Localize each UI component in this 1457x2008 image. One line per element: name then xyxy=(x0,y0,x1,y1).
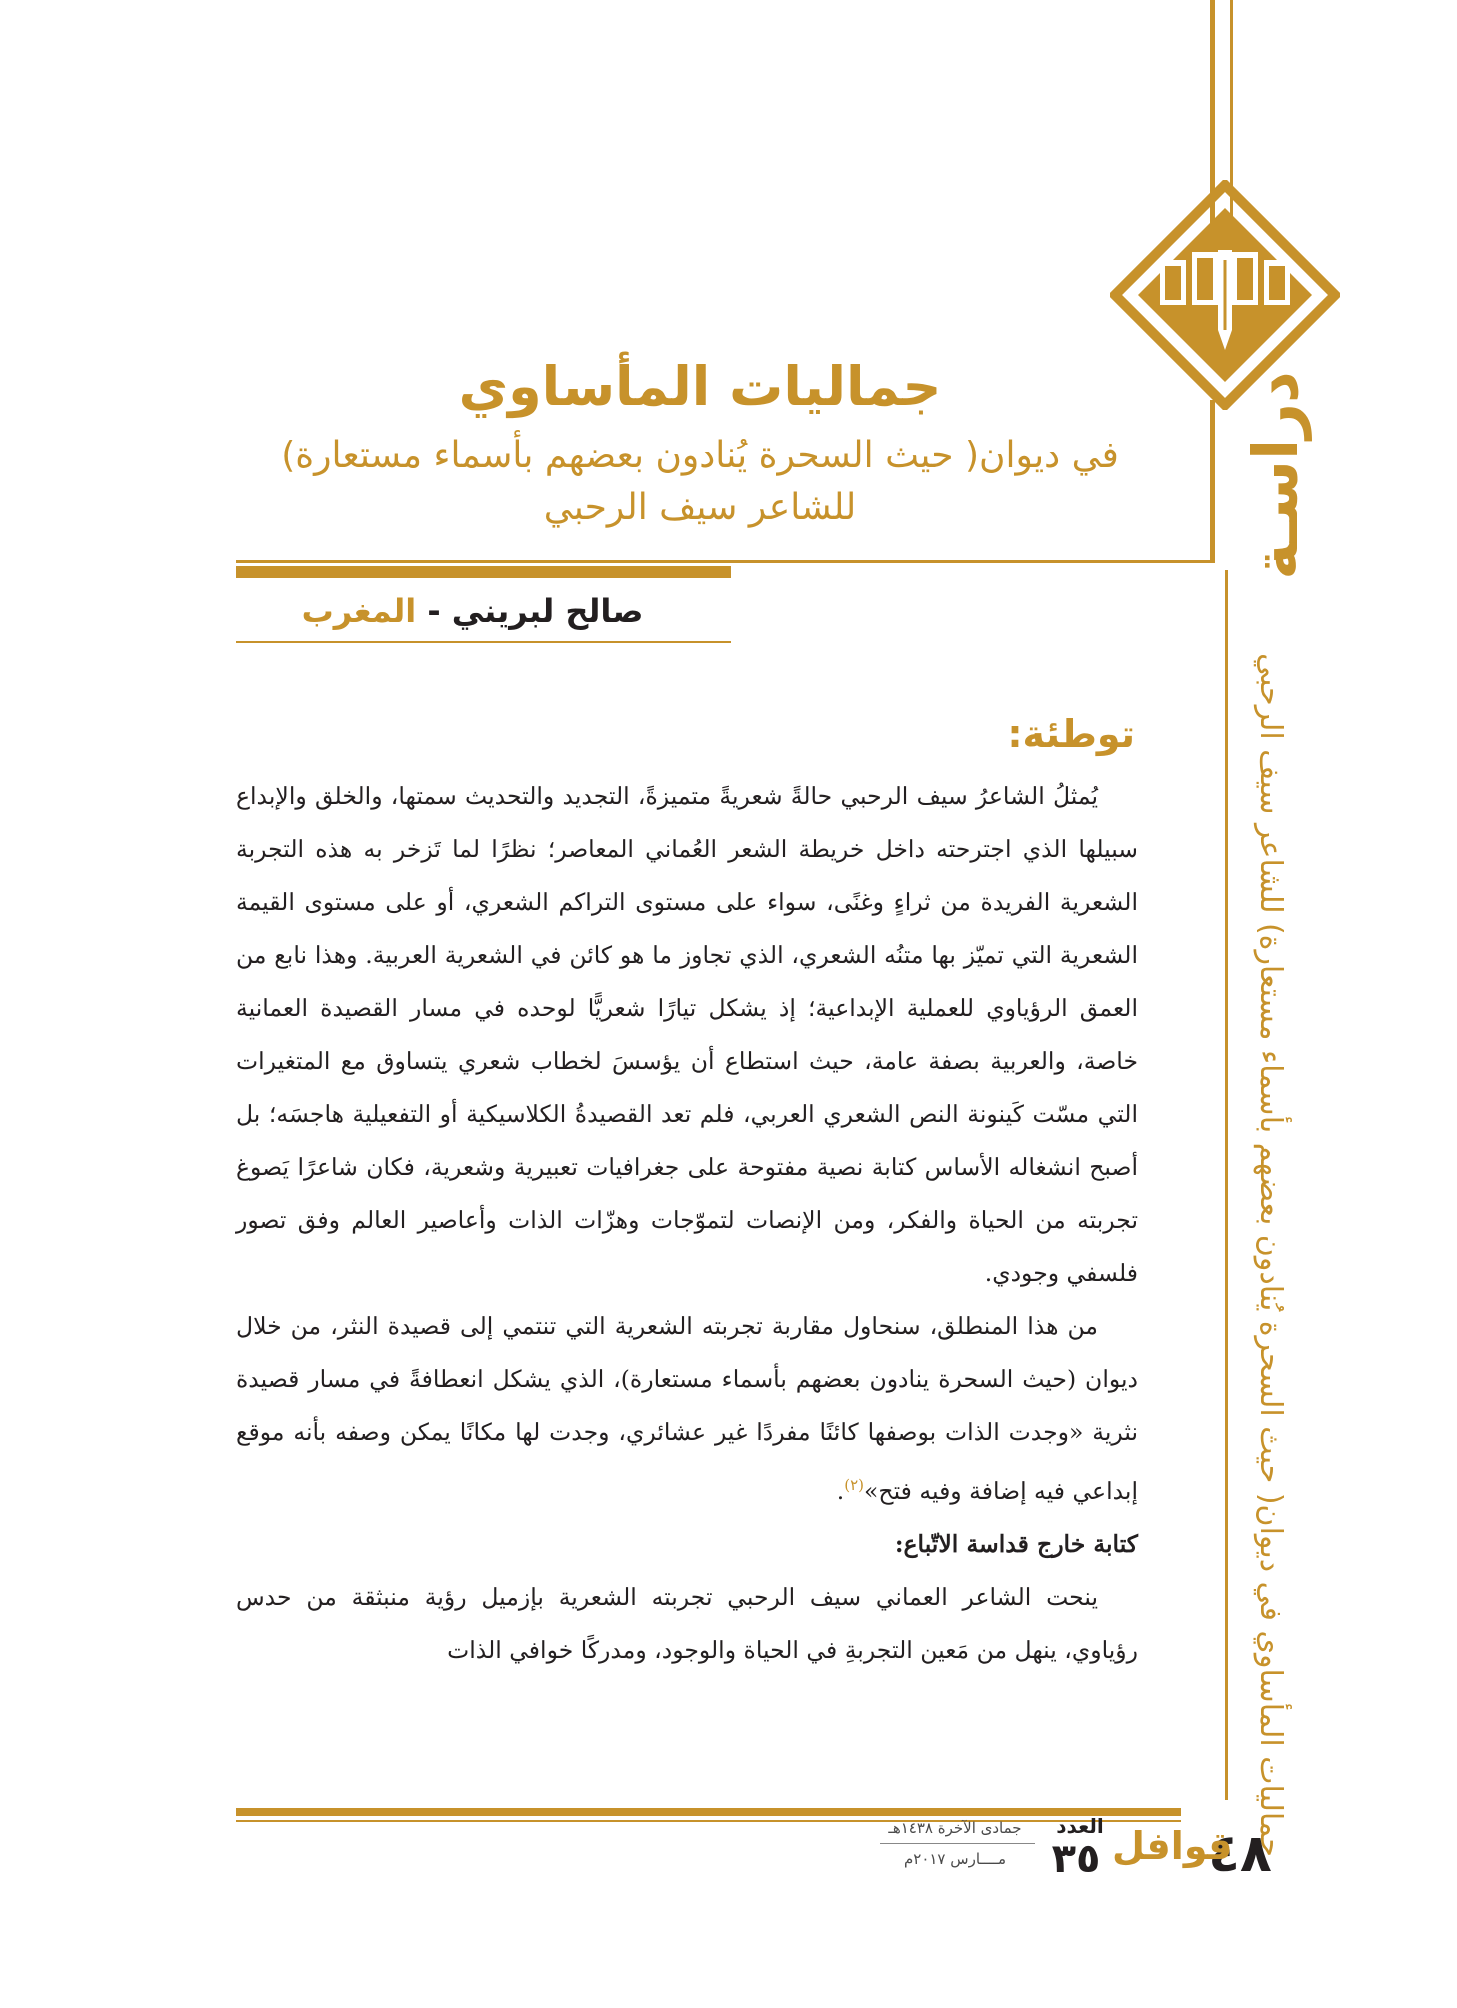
article-subtitle xyxy=(250,430,1150,534)
paragraph-2-text: من هذا المنطلق، سنحاول مقاربة تجربته الشعرية التي تنتمي إلى قصيدة النثر، من خلال ديوان (حيث السحرة ينادون بعضهم بأسماء مستعارة)، الذي يشكل انعطافةً في مسار قصيدة نثرية «وجدت الذات بوصفها كائنًا مفردًا غير عشائري، وجدت لها مكانًا يمكن وصفه بأنه موقع إبداعي فيه إضافة وفيه فتح» xyxy=(236,1312,1138,1505)
issue-label: العدد xyxy=(1056,1814,1104,1838)
title-underline-thick xyxy=(236,566,731,578)
footnote-ref: (٢) xyxy=(844,1476,865,1494)
magazine-logo: قوافل xyxy=(1112,1824,1233,1868)
section-tag-label: دراسـة xyxy=(1238,370,1312,580)
running-head: جماليات المأساوي في ديوان( حيث السحرة يُنادون بعضهم بأسماء مستعارة) للشاعر سيف الرحبي xyxy=(1253,653,1288,1857)
section-tag xyxy=(1230,370,1320,580)
author-byline xyxy=(300,592,645,630)
subtitle-line-1: في ديوان( حيث السحرة يُنادون بعضهم بأسماء مستعارة) xyxy=(281,435,1119,476)
frame-bottom-line xyxy=(1210,400,1215,563)
subtitle-line-2: للشاعر سيف الرحبي xyxy=(543,487,857,529)
article-body xyxy=(236,770,1138,1677)
paragraph-1: يُمثلُ الشاعرُ سيف الرحبي حالةً شعريةً متميزةً، التجديد والتحديث سمتها، والخلق والإبداع سبيلها الذي اجترحته داخل خريطة الشعر العُماني المعاصر؛ نظرًا لما تَزخر به هذه التجربة الشعرية الفريدة من ثراءٍ وغنًى، سواء على مستوى التراكم الشعري، أو على مستوى القيمة الشعرية التي تميّز بها متنُه الشعري، الذي تجاوز ما هو كائن في الشعرية العربية. وهذا نابع من العمق الرؤياوي للعملية الإبداعية؛ إذ يشكل تيارًا شعريًّا لوحده في مسار القصيدة العمانية خاصة، والعربية بصفة عامة، حيث استطاع أن يؤسسَ لخطاب شعري يتساوق مع المتغيرات التي مسّت كَينونة النص الشعري العربي، فلم تعد القصيدةُ الكلاسيكية أو التفعيلية هاجسَه؛ بل أصبح انشغاله الأساس كتابة نصية مفتوحة على جغرافيات تعبيرية وشعرية، فكان شاعرًا يَصوغ تجربته من الحياة والفكر، ومن الإنصات لتموّجات وهزّات الذات وأعاصير العالم وفق تصور فلسفي وجودي. xyxy=(236,782,1138,1287)
section-heading: توطئة: xyxy=(1007,712,1135,756)
date-gregorian: مــــارس ٢٠١٧م xyxy=(903,1850,1007,1868)
side-line xyxy=(1225,570,1228,1800)
date-divider xyxy=(880,1843,1035,1844)
page-number: ٤٨ xyxy=(1208,1824,1272,1884)
author-country: المغرب xyxy=(301,592,417,630)
issue-number: ٣٥ xyxy=(1051,1836,1101,1882)
subheading: كتابة خارج قداسة الاتّباع: xyxy=(894,1529,1138,1558)
author-underline xyxy=(236,641,731,643)
paragraph-3: ينحت الشاعر العماني سيف الرحبي تجربته الشعرية بإزميل رؤية منبثقة من حدس رؤياوي، ينهل من مَعين التجربةِ في الحياة والوجود، ومدركًا خوافي الذات xyxy=(236,1582,1138,1664)
paragraph-2 xyxy=(236,1300,1138,1518)
author-name: صالح لبريني xyxy=(451,592,644,630)
frame-horizontal-line xyxy=(236,560,1215,563)
paragraph-2-end: . xyxy=(836,1476,845,1505)
author-separator: - xyxy=(427,592,441,630)
article-title: جماليات المأساوي xyxy=(458,355,942,418)
date-hijri: جمادى الآخرة ١٤٣٨هـ xyxy=(888,1819,1022,1837)
footer-line-thick xyxy=(236,1808,1181,1816)
